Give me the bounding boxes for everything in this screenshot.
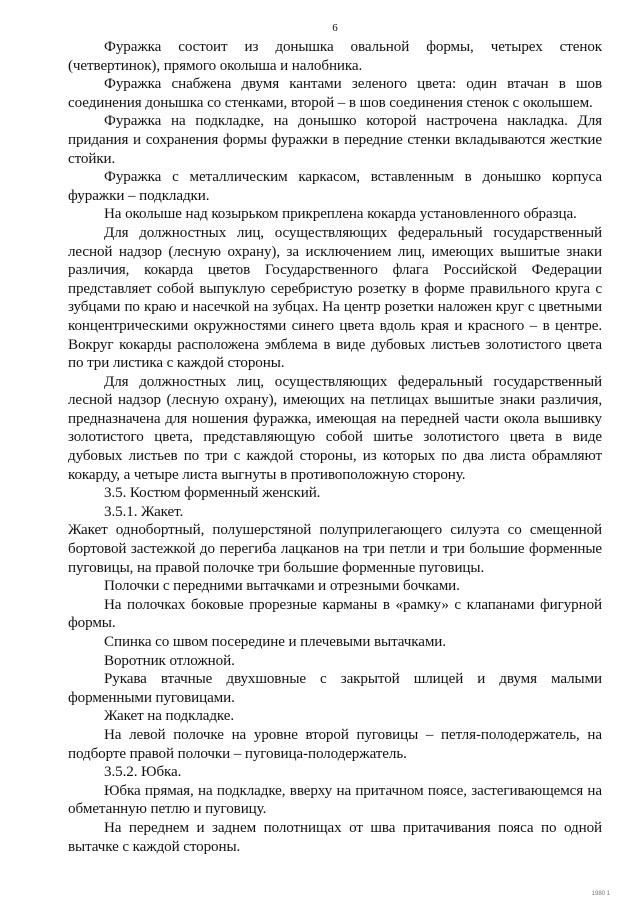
paragraph: Рукава втачные двухшовные с закрытой шлицей и двумя малыми форменными пуговицами. <box>68 671 602 706</box>
paragraph: На левой полочке на уровне второй пуговицы – петля-полодержатель, на подборте правой полочки – пуговица-полодержатель. <box>68 726 602 762</box>
section-heading: 3.5. Костюм форменный женский. <box>104 485 321 502</box>
paragraph: Фуражка состоит из донышка овальной формы, четырех стенок (четвертинок), прямого околыша и налобника. <box>68 39 602 74</box>
paragraph: Жакет однобортный, полушерстяной полуприлегающего силуэта со смещенной бортовой застежкой до перегиба лацканов на три петли и три большие форменные пуговицы, на правой полочке три большие форменные пуговицы. <box>68 522 602 576</box>
paragraph: Фуражка с металлическим каркасом, вставленным в донышко корпуса фуражки – подкладки. <box>68 169 602 204</box>
paragraph: На полочках боковые прорезные карманы в «рамку» с клапанами фигурной формы. <box>68 596 602 632</box>
paragraph: Для должностных лиц, осуществляющих федеральный государственный лесной надзор (лесную охрану), имеющих на петлицах вышитые знаки различия, предназначена для ношения фуражка, имеющая на передней части окола вышивку золотистого цвета, представляющую собой шитье золотистого цвета в виде дубовых листьев по три с каждой стороны, из которых по два листа обрамляют кокарду, а четыре листа выгнуты в противоположную сторону. <box>68 373 602 483</box>
paragraph: Полочки с передними вытачками и отрезными бочками. <box>104 578 460 595</box>
paragraph: На переднем и заднем полотнищах от шва притачивания пояса по одной вытачке с каждой стороны. <box>68 819 602 855</box>
paragraph: Для должностных лиц, осуществляющих федеральный государственный лесной надзор (лесную охрану), за исключением лиц, имеющих вышитые знаки различия, кокарда цветов Государственного флага Российской Федерации представляет собой выпуклую серебристую розетку в форме правильного круга с зубцами по краю и насечкой на зубцах. На центр розетки наложен круг с цветными концентрическими окружностями синего цвета вдоль края и красного – в центре. Вокруг кокарды расположена эмблема в виде дубовых листьев золотистого цвета по три листика с каждой стороны. <box>68 224 602 372</box>
document-page <box>68 0 602 905</box>
paragraph: Спинка со швом посередине и плечевыми вытачками. <box>104 634 446 650</box>
subsection-heading: 3.5.1. Жакет. <box>104 503 184 520</box>
subsection-heading: 3.5.2. Юбка. <box>104 764 182 781</box>
paragraph: Фуражка снабжена двумя кантами зеленого цвета: один втачан в шов соединения донышка со стенками, второй – в шов соединения стенок с околышем. <box>68 76 602 111</box>
document-body <box>68 38 602 856</box>
paragraph: Воротник отложной. <box>104 652 235 669</box>
paragraph: Фуражка на подкладке, на донышко которой настрочена накладка. Для придания и сохранения формы фуражки в передние стенки вкладываются жесткие стойки. <box>68 113 602 167</box>
page-number: 6 <box>332 22 338 34</box>
corner-mark: 1980 1 <box>591 891 610 897</box>
paragraph: На околыше над козырьком прикреплена кокарда установленного образца. <box>104 206 577 223</box>
paragraph: Жакет на подкладке. <box>104 708 235 725</box>
paragraph: Юбка прямая, на подкладке, вверху на притачном поясе, застегивающемся на обметанную петлю и пуговицу. <box>68 782 602 818</box>
